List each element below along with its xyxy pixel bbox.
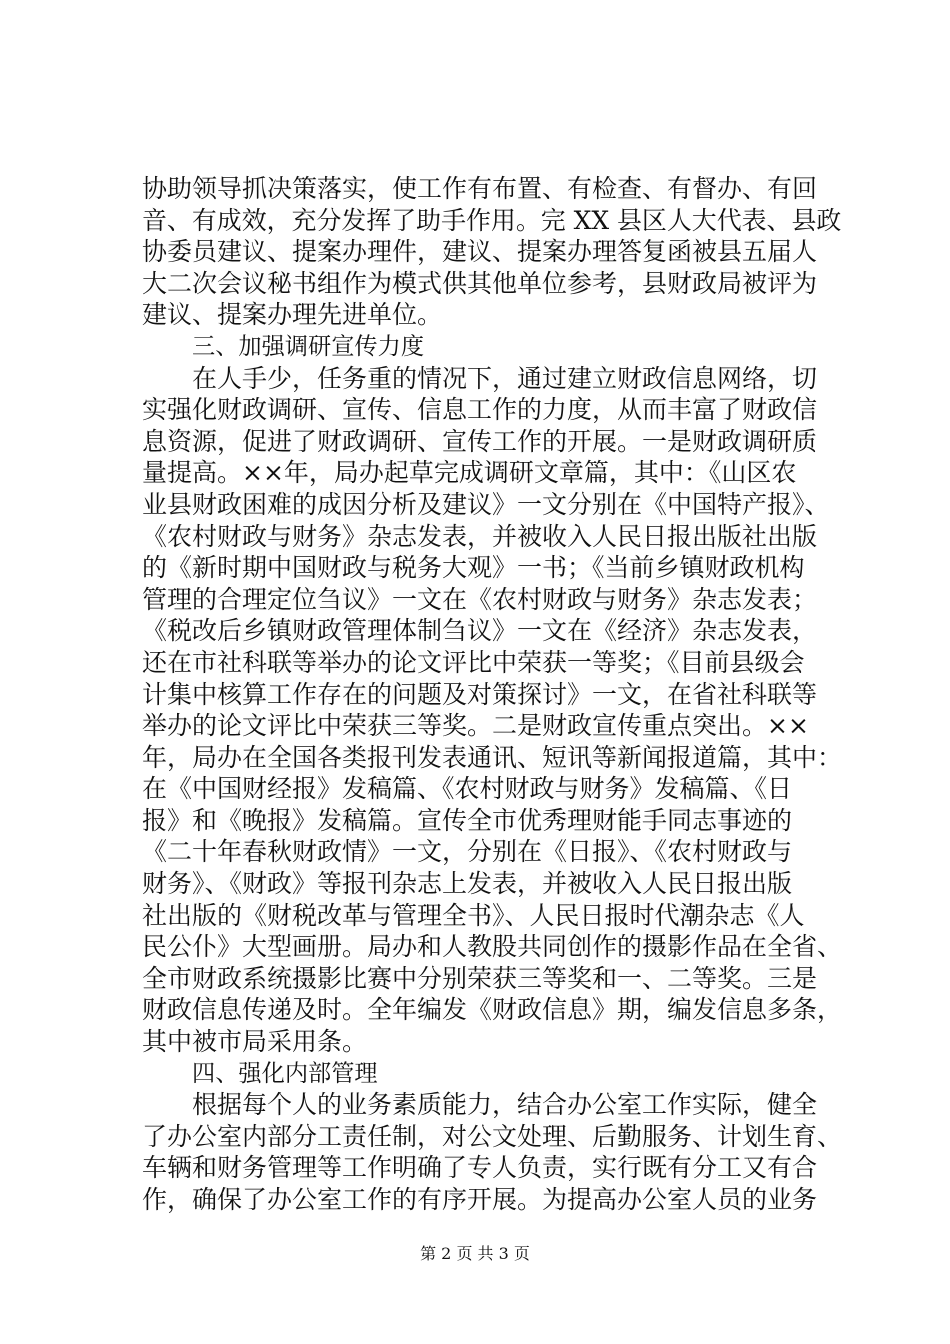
- body-line: 还在市社科联等举办的论文评比中荣获一等奖；《目前县级会: [142, 647, 805, 677]
- body-line: 作，确保了办公室工作的有序开展。为提高办公室人员的业务: [142, 1185, 818, 1214]
- body-line: 车辆和财务管理等工作明确了专人负责，实行既有分工又有合: [142, 1153, 818, 1183]
- body-line: 根据每个人的业务素质能力，结合办公室工作实际，健全: [142, 1090, 818, 1120]
- body-line: 量提高。××年，局办起草完成调研文章篇，其中：《山区农: [142, 458, 797, 488]
- body-line: 计集中核算工作存在的问题及对策探讨》一文，在省社科联等: [142, 679, 818, 709]
- body-line: 《农村财政与财务》杂志发表，并被收入人民日报出版社出版: [142, 521, 818, 551]
- body-line: 民公仆》大型画册。局办和人教股共同创作的摄影作品在全省、: [142, 932, 843, 962]
- document-body: [142, 173, 842, 1216]
- body-line: 音、有成效，充分发挥了助手作用。完 XX 县区人大代表、县政: [142, 205, 842, 235]
- body-line: 在《中国财经报》发稿篇、《农村财政与财务》发稿篇、《日: [142, 774, 793, 804]
- body-line: 的《新时期中国财政与税务大观》一书；《当前乡镇财政机构: [142, 553, 805, 583]
- body-line: 管理的合理定位刍议》一文在《农村财政与财务》杂志发表；: [142, 584, 818, 614]
- body-line: 业县财政困难的成因分析及建议》一文分别在《中国特产报》、: [142, 489, 830, 519]
- body-line: 《税改后乡镇财政管理体制刍议》一文在《经济》杂志发表，: [142, 616, 818, 646]
- page-footer: 第 2 页 共 3 页: [420, 1244, 530, 1263]
- body-line: 在人手少，任务重的情况下，通过建立财政信息网络，切: [142, 363, 818, 393]
- body-line: 大二次会议秘书组作为模式供其他单位参考，县财政局被评为: [142, 268, 818, 298]
- body-line: 《二十年春秋财政情》一文，分别在《日报》、《农村财政与: [142, 837, 793, 867]
- body-line: 财政信息传递及时。全年编发《财政信息》期，编发信息多条，: [142, 995, 843, 1025]
- body-line: 举办的论文评比中荣获三等奖。二是财政宣传重点突出。××: [142, 711, 809, 741]
- body-line: 报》和《晚报》发稿篇。宣传全市优秀理财能手同志事迹的: [142, 805, 793, 835]
- body-line: 协助领导抓决策落实，使工作有布置、有检查、有督办、有回: [142, 174, 818, 203]
- body-line: 年，局办在全国各类报刊发表通讯、短讯等新闻报道篇，其中：: [142, 742, 843, 772]
- body-line: 社出版的《财税改革与管理全书》、人民日报时代潮杂志《人: [142, 900, 805, 930]
- body-line: 其中被市局采用条。: [142, 1027, 368, 1057]
- body-line: 了办公室内部分工责任制，对公文处理、后勤服务、计划生育、: [142, 1121, 843, 1151]
- body-line: 协委员建议、提案办理件，建议、提案办理答复函被县五届人: [142, 237, 818, 267]
- body-line: 财务》、《财政》等报刊杂志上发表，并被收入人民日报出版: [142, 869, 793, 899]
- body-line: 建议、提案办理先进单位。: [142, 300, 443, 330]
- body-line: 息资源，促进了财政调研、宣传工作的开展。一是财政调研质: [142, 426, 818, 456]
- section-heading: 四、强化内部管理: [192, 1059, 378, 1087]
- body-line: 全市财政系统摄影比赛中分别荣获三等奖和一、二等奖。三是: [142, 963, 818, 993]
- section-heading: 三、加强调研宣传力度: [192, 332, 425, 360]
- body-line: 实强化财政调研、宣传、信息工作的力度，从而丰富了财政信: [142, 395, 818, 425]
